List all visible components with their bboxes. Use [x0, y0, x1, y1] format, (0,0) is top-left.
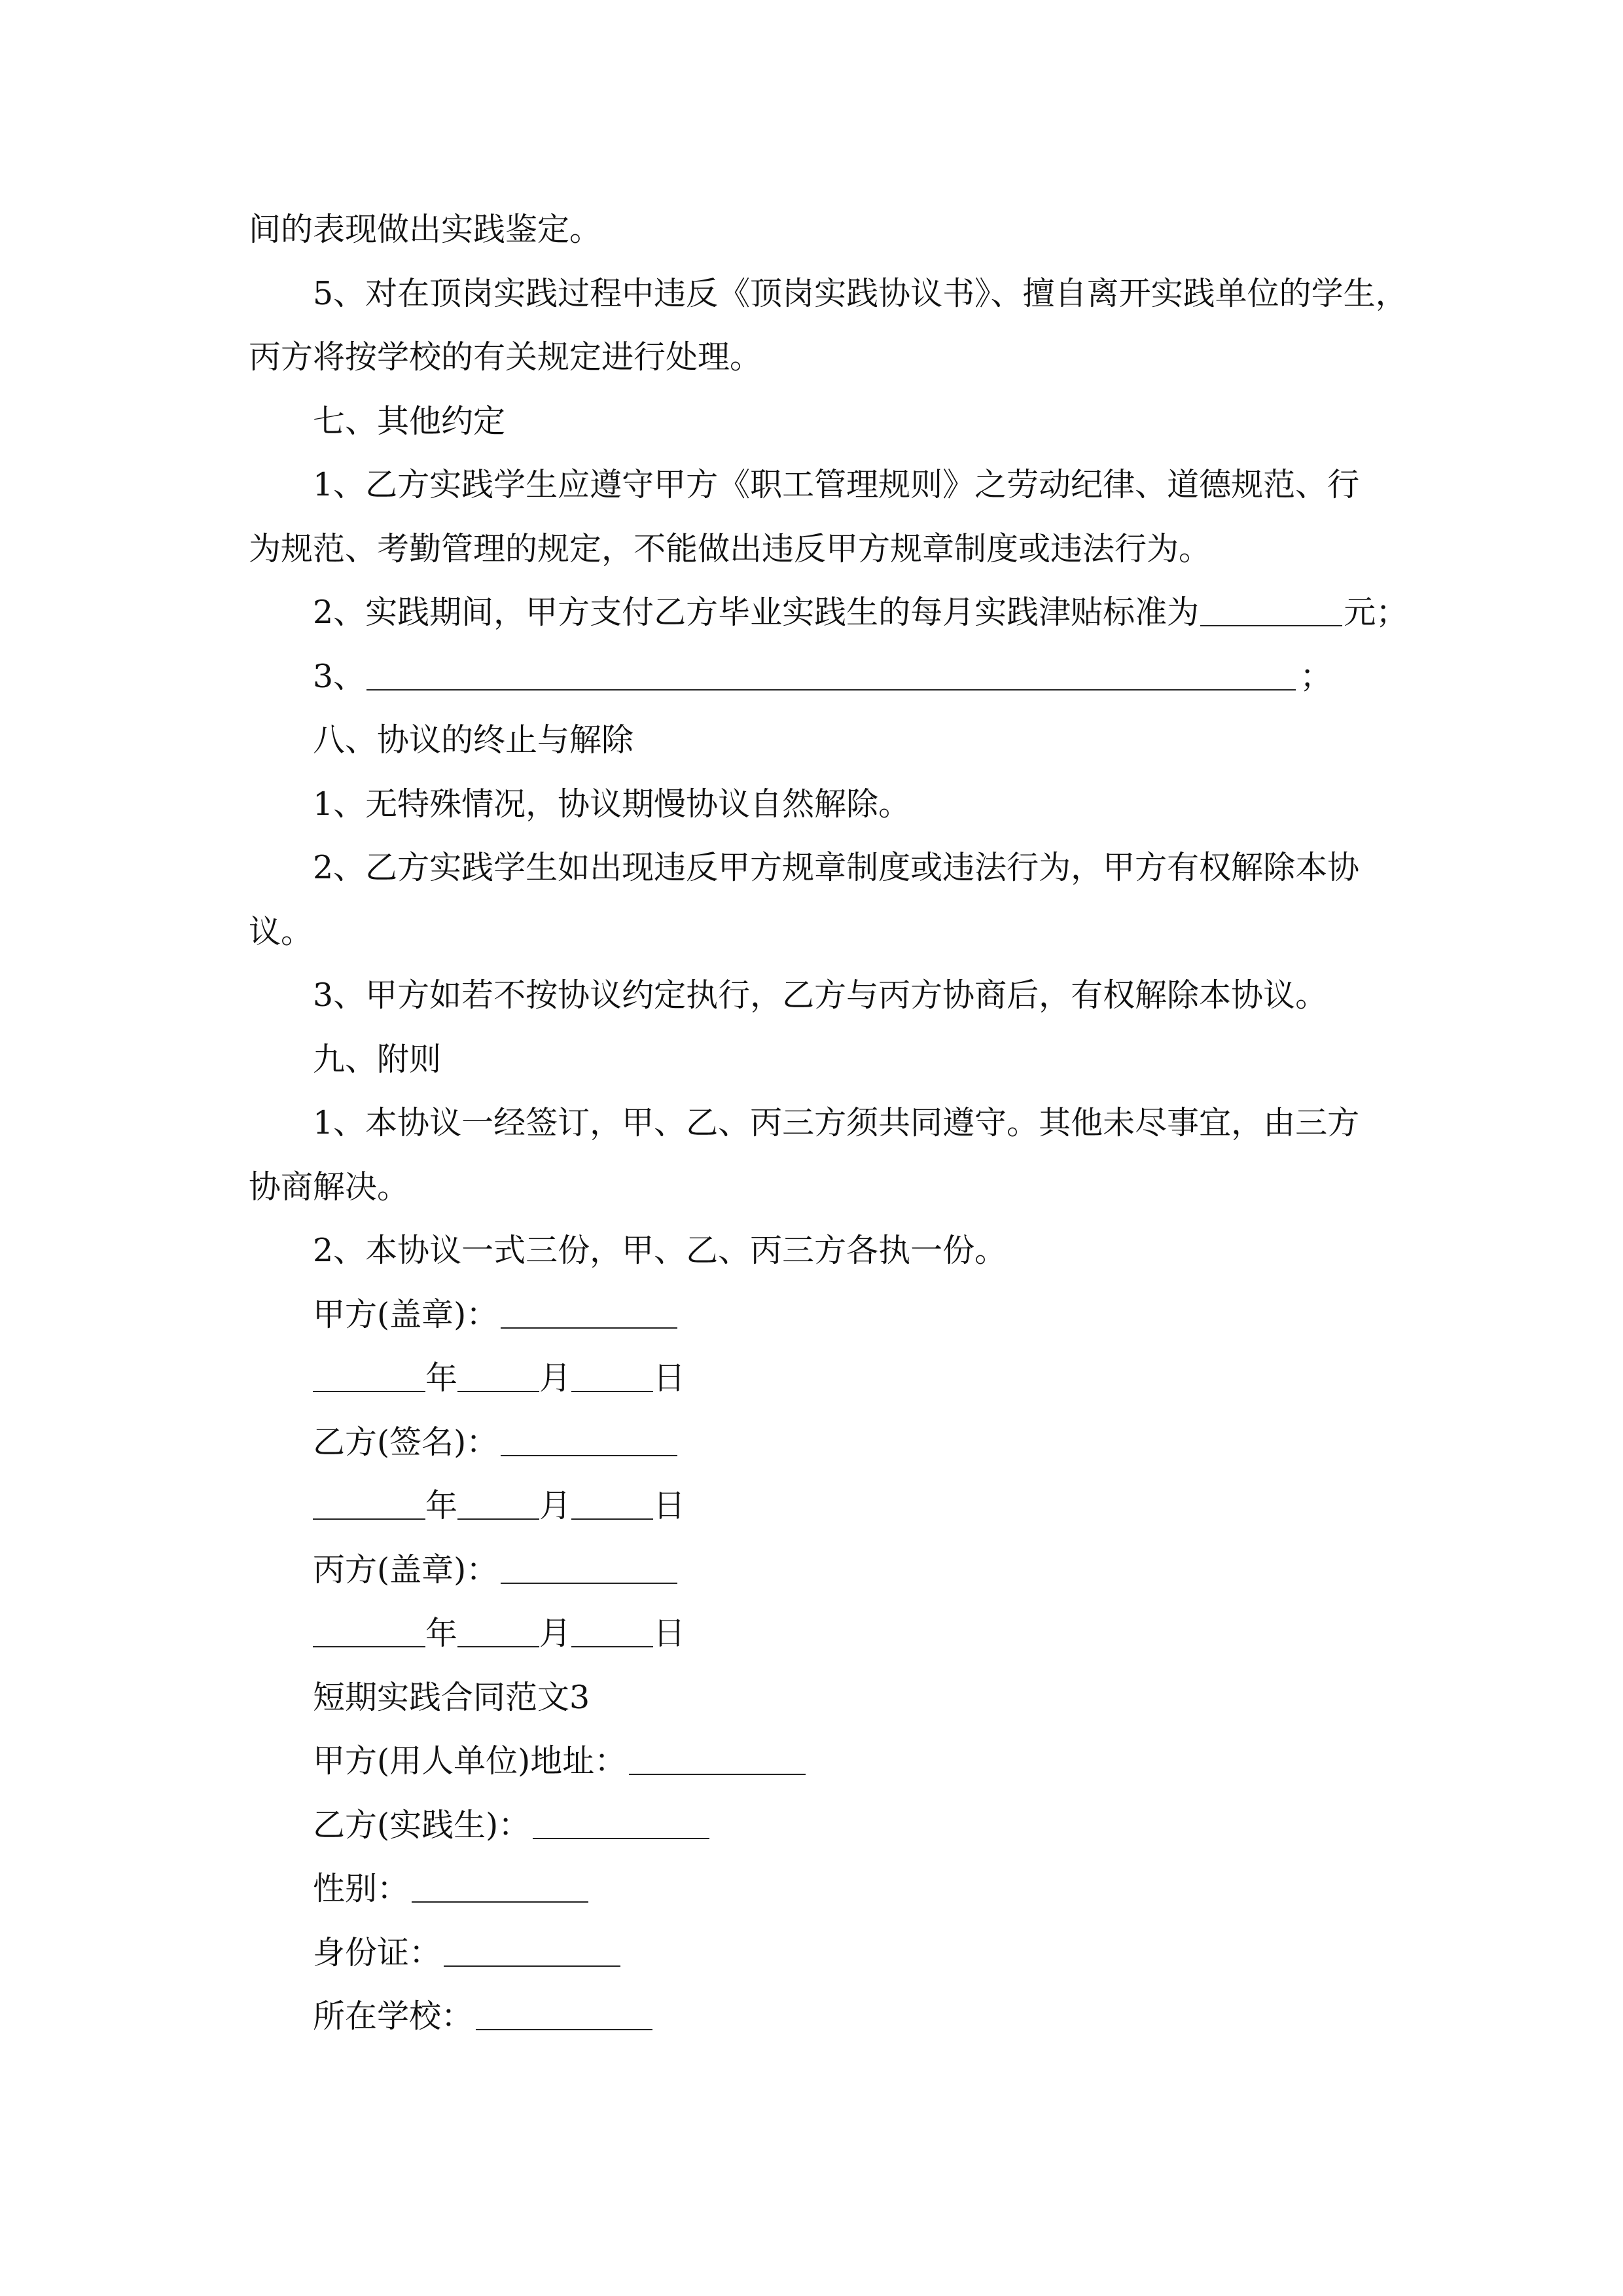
day-label: 日 — [653, 1487, 686, 1524]
field-label: 身份证： — [313, 1933, 442, 1971]
year-blank — [313, 1512, 425, 1520]
party-a-date — [249, 1346, 1440, 1410]
id-card-field — [249, 1921, 1440, 1985]
field-label: 所在学校： — [313, 1998, 474, 2035]
school-field — [249, 1984, 1440, 2049]
year-label: 年 — [425, 1359, 458, 1397]
party-a-signature — [249, 1283, 1440, 1347]
field-label: 性别： — [313, 1870, 410, 1907]
day-label: 日 — [653, 1615, 686, 1652]
section-8-clause-2-line-2: 议。 — [249, 912, 313, 950]
party-b-blank — [501, 1448, 677, 1456]
clause-3-blank — [366, 683, 1296, 691]
contract-3-title: 短期实践合同范文3 — [313, 1678, 590, 1716]
employer-address-field — [249, 1729, 1440, 1793]
year-blank — [313, 1640, 425, 1647]
section-8-clause-2-line-1: 2、乙方实践学生如出现违反甲方规章制度或违法行为，甲方有权解除本协 — [313, 849, 1360, 886]
year-blank — [313, 1384, 425, 1392]
section-7-heading: 七、其他约定 — [313, 402, 506, 440]
party-a-label: 甲方(盖章)： — [313, 1295, 499, 1333]
section-9-clause-1-line-2: 协商解决。 — [249, 1168, 410, 1206]
section-7-clause-1-line-1: 1、乙方实践学生应遵守甲方《职工管理规则》之劳动纪律、道德规范、行 — [313, 466, 1360, 503]
section-9-clause-1-line-1: 1、本协议一经签订，甲、乙、丙三方须共同遵守。其他未尽事宜，由三方 — [313, 1104, 1360, 1141]
section-8-clause-3: 3、甲方如若不按协议约定执行，乙方与丙方协商后，有权解除本协议。 — [313, 977, 1328, 1014]
day-blank — [571, 1384, 653, 1392]
party-c-signature — [249, 1538, 1440, 1602]
intern-name-field — [249, 1793, 1440, 1857]
party-c-date — [249, 1602, 1440, 1666]
section-8-clause-1: 1、无特殊情况，协议期慢协议自然解除。 — [313, 785, 911, 823]
party-a-blank — [501, 1321, 677, 1329]
year-label: 年 — [425, 1615, 458, 1652]
section-7-clause-2 — [249, 581, 1440, 645]
allowance-amount-blank — [1200, 619, 1342, 626]
field-blank — [533, 1831, 709, 1839]
document-page — [249, 198, 1440, 2049]
section-7-clause-3 — [249, 645, 1440, 709]
month-label: 月 — [539, 1359, 572, 1397]
party-b-label: 乙方(签名)： — [313, 1423, 499, 1461]
party-c-blank — [501, 1576, 677, 1584]
clause-5-line-1: 5、对在顶岗实践过程中违反《顶岗实践协议书》、擅自离开实践单位的学生， — [313, 274, 1408, 312]
section-9-heading: 九、附则 — [313, 1040, 442, 1078]
carried-over-text: 间的表现做出实践鉴定。 — [249, 211, 602, 248]
clause-3-end: ； — [1300, 657, 1332, 695]
month-blank — [457, 1384, 539, 1392]
party-b-date — [249, 1474, 1440, 1538]
clause-5-line-2: 丙方将按学校的有关规定进行处理。 — [249, 338, 762, 376]
field-blank — [629, 1767, 806, 1775]
field-label: 乙方(实践生)： — [313, 1806, 531, 1844]
month-blank — [457, 1512, 539, 1520]
section-7-clause-1-line-2: 为规范、考勤管理的规定，不能做出违反甲方规章制度或违法行为。 — [249, 529, 1211, 567]
month-blank — [457, 1640, 539, 1647]
field-label: 甲方(用人单位)地址： — [313, 1742, 627, 1780]
field-blank — [412, 1895, 588, 1903]
field-blank — [476, 2022, 652, 2030]
party-c-label: 丙方(盖章)： — [313, 1551, 499, 1588]
month-label: 月 — [539, 1487, 572, 1524]
clause-3-number: 3、 — [313, 657, 366, 695]
month-label: 月 — [539, 1615, 572, 1652]
section-9-clause-2: 2、本协议一式三份，甲、乙、丙三方各执一份。 — [313, 1232, 1007, 1269]
day-blank — [571, 1640, 653, 1647]
day-blank — [571, 1512, 653, 1520]
clause-2-unit: 元； — [1344, 594, 1408, 631]
gender-field — [249, 1857, 1440, 1921]
clause-2-text: 2、实践期间，甲方支付乙方毕业实践生的每月实践津贴标准为 — [313, 594, 1200, 631]
year-label: 年 — [425, 1487, 458, 1524]
field-blank — [444, 1959, 620, 1967]
day-label: 日 — [653, 1359, 686, 1397]
party-b-signature — [249, 1410, 1440, 1475]
section-8-heading: 八、协议的终止与解除 — [313, 721, 634, 759]
